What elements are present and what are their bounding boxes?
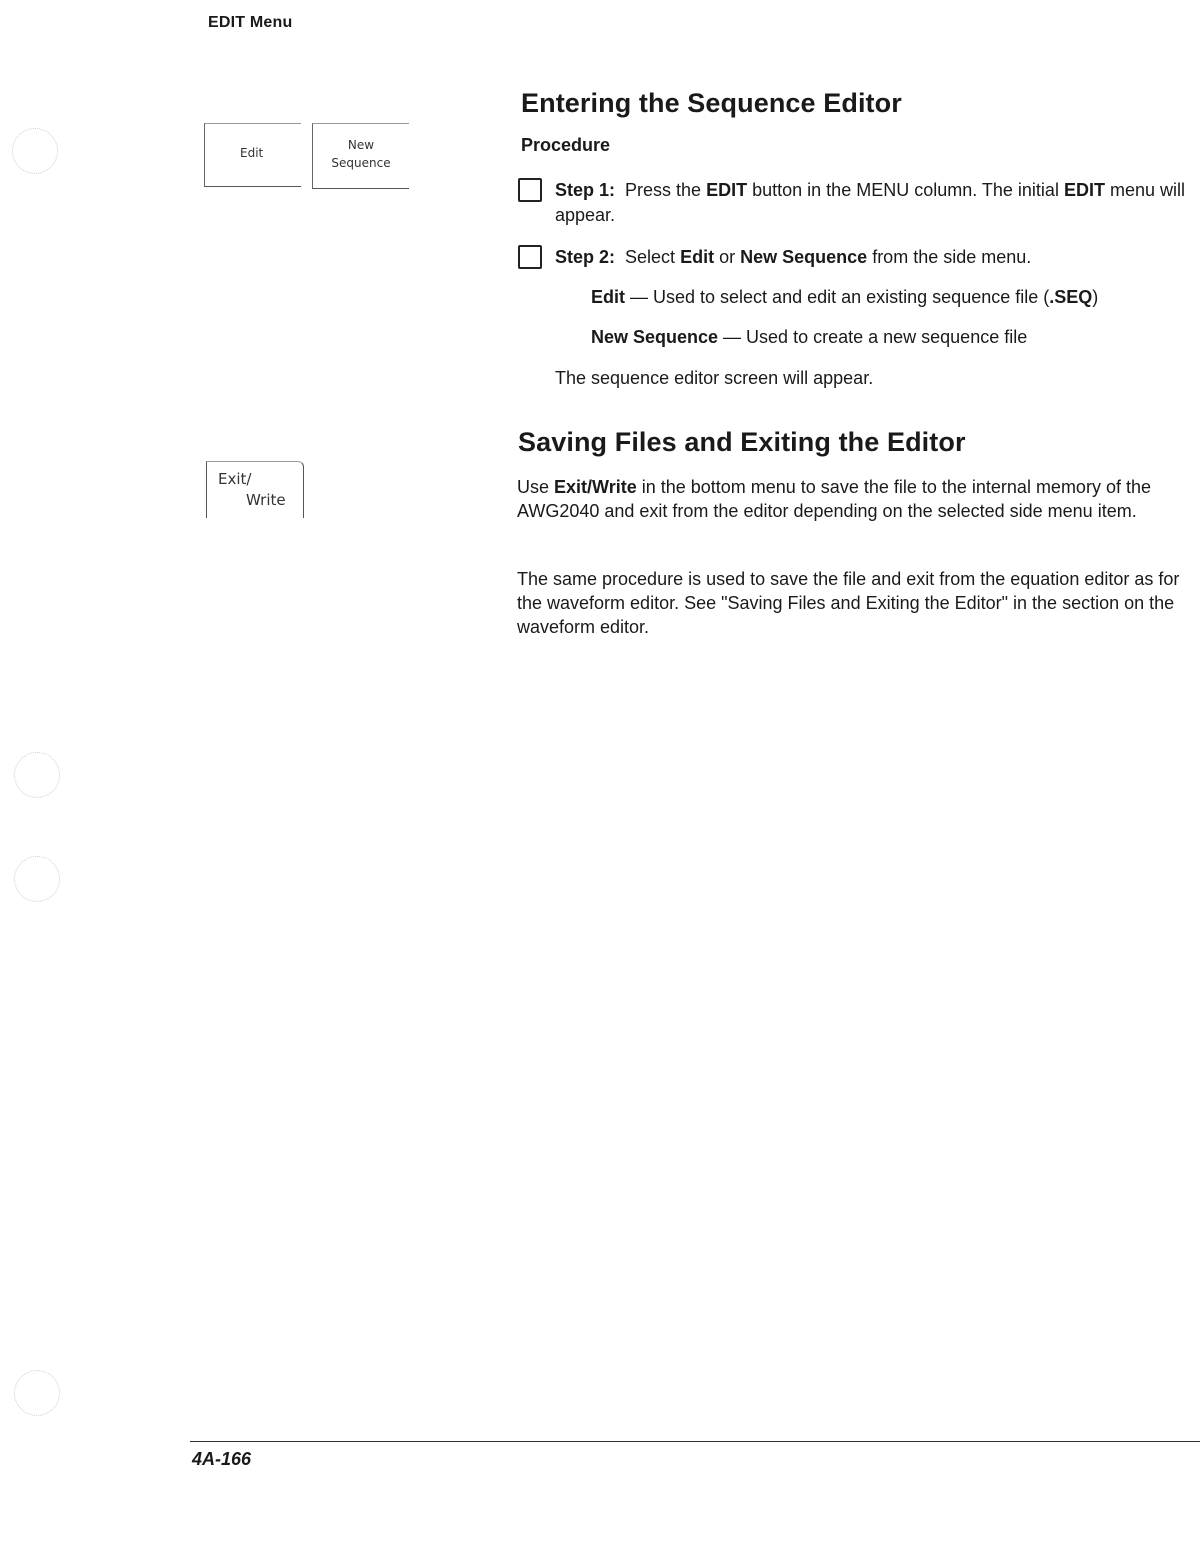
- procedure-step-2: [518, 245, 1198, 270]
- definition-term: New Sequence: [591, 327, 719, 347]
- new-sequence-side-menu-key: [312, 123, 409, 189]
- bold-term: Exit/Write: [554, 477, 637, 497]
- checkbox-icon: [518, 178, 542, 202]
- binder-hole: [12, 128, 58, 174]
- exit-key-label-line2: Write: [246, 491, 286, 509]
- paragraph-text: in the bottom menu to save the file to the internal memory of the AWG2040 and exit from the editor depending on the selected side menu item.: [517, 477, 1151, 521]
- result-text: The sequence editor screen will appear.: [555, 368, 874, 388]
- definition-text: ): [1092, 287, 1099, 307]
- exit-write-bottom-menu-key: [206, 461, 304, 518]
- checkbox-icon: [518, 245, 542, 269]
- step-label: Step 2:: [555, 247, 616, 267]
- running-header: EDIT Menu: [208, 14, 293, 31]
- step-bold-term: EDIT: [706, 180, 748, 200]
- step-text: Select: [625, 247, 676, 267]
- step-bold-term: Edit: [680, 247, 715, 267]
- step-text: button in the MENU column. The initial: [752, 180, 1059, 200]
- section-heading-saving-files: Saving Files and Exiting the Editor: [518, 427, 966, 457]
- binder-hole: [14, 856, 60, 902]
- step-text: menu will appear.: [555, 180, 1186, 225]
- footer-rule: [190, 1441, 1200, 1442]
- file-extension: .SEQ: [1049, 287, 1093, 307]
- step-bold-term: New Sequence: [740, 247, 868, 267]
- step-label: Step 1:: [555, 180, 616, 200]
- new-sequence-key-label-line1: New: [347, 138, 375, 152]
- paragraph: [517, 475, 1200, 523]
- definition-text: — Used to select and edit an existing sequence file (: [625, 287, 1050, 307]
- step-text: or: [719, 247, 736, 267]
- binder-hole: [14, 752, 60, 798]
- definition-text: — Used to create a new sequence file: [718, 327, 1028, 347]
- paragraph: The same procedure is used to save the file and exit from the equation editor as for the waveform editor. See "Saving Files and Exiting the Editor" in the section on the waveform editor.: [517, 569, 1180, 637]
- definition-new-sequence: [591, 327, 1027, 348]
- edit-key-label: Edit: [240, 146, 264, 160]
- step-text: Press the: [625, 180, 702, 200]
- page-number: 4A-166: [192, 1449, 252, 1469]
- exit-key-label-line1: Exit/: [218, 470, 252, 488]
- section-heading-entering-editor: Entering the Sequence Editor: [521, 88, 902, 118]
- edit-side-menu-key: [204, 123, 301, 187]
- binder-hole: [14, 1370, 60, 1416]
- new-sequence-key-label-line2: Sequence: [331, 156, 391, 170]
- procedure-step-1: [518, 178, 1198, 228]
- definition-term: Edit: [591, 287, 625, 307]
- paragraph-text: Use: [517, 477, 555, 497]
- definition-edit: [591, 287, 1098, 308]
- procedure-heading: Procedure: [521, 135, 611, 155]
- step-text: from the side menu.: [872, 247, 1032, 267]
- step-bold-term: EDIT: [1063, 180, 1105, 200]
